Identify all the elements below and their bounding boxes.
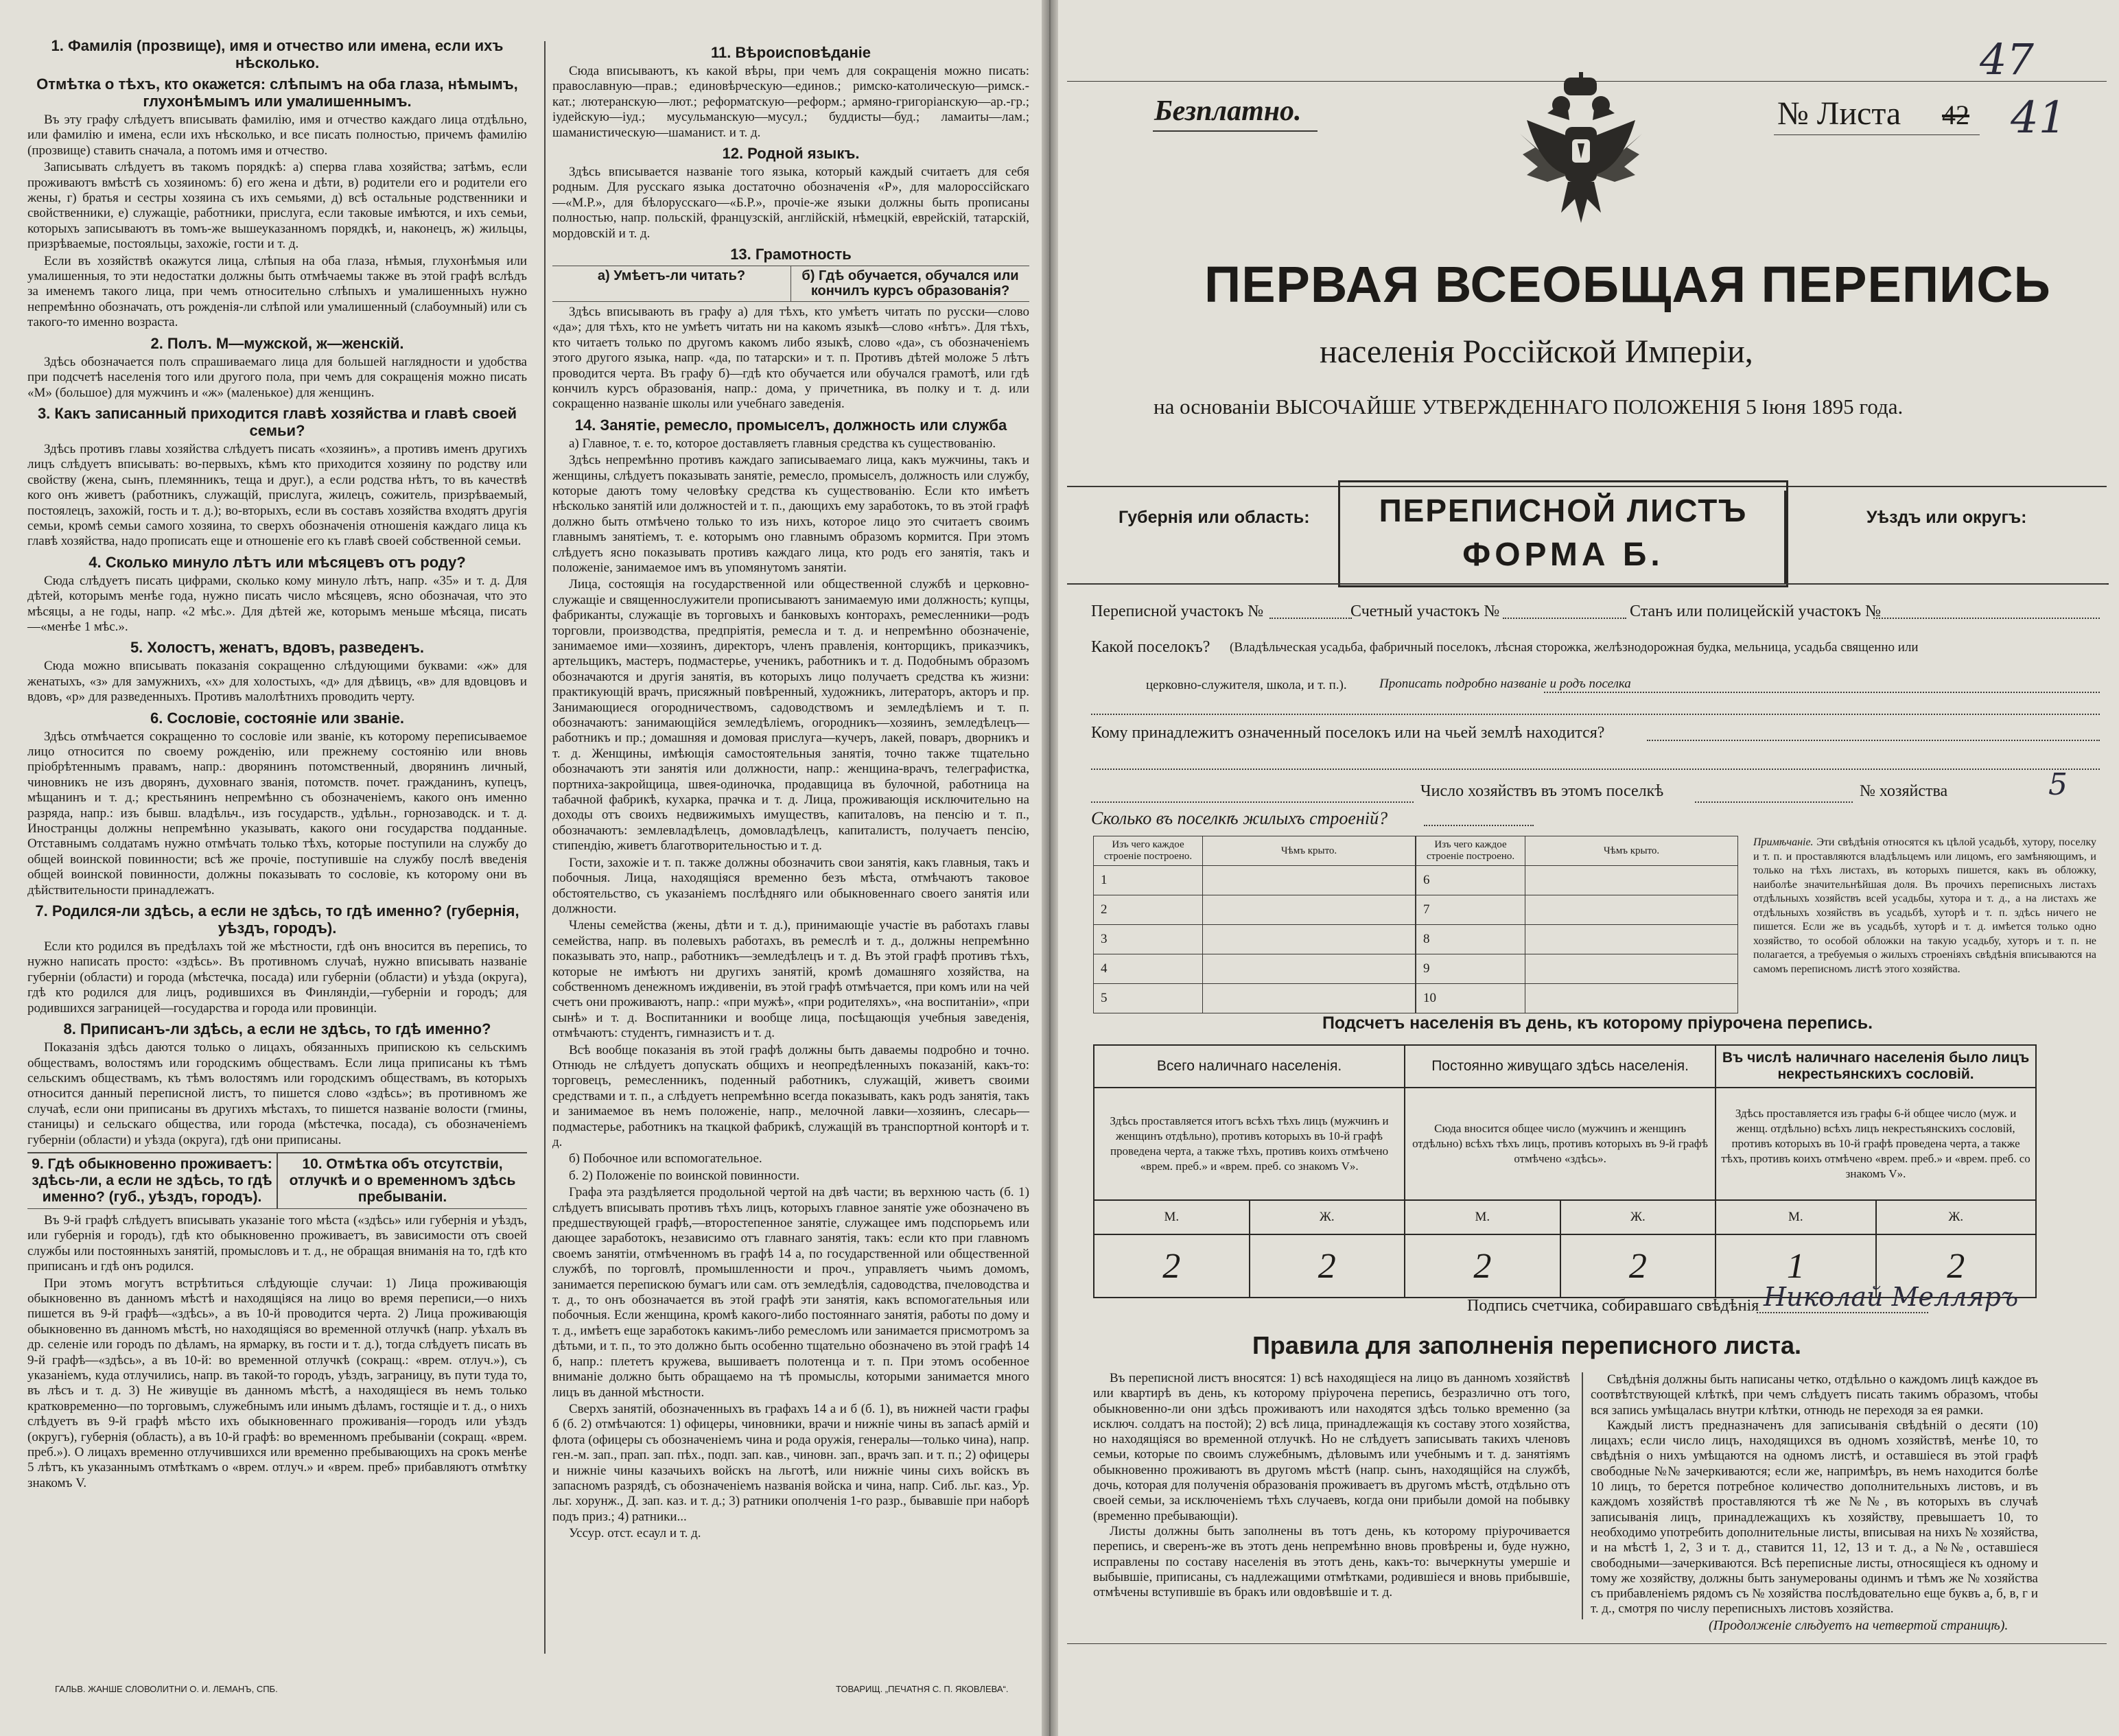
building-number[interactable]: 1 [1094,866,1203,895]
building-number[interactable]: 9 [1416,954,1525,984]
col2-paragraph: а) Главное, т. е. то, которое доставляетъ главныя средства къ существованію. [569,436,996,451]
rules-continued: (Продолженіе слѣдуетъ на четвертой страницѣ). [1709,1618,2009,1633]
owner-field-2[interactable] [1091,769,2100,770]
document-legal-basis: на основаніи ВЫСОЧАЙШЕ УТВЕРЖДЕННАГО ПОЛОЖЕНІЯ 5 Іюня 1895 года. [1154,395,1904,419]
buildings-header-roof: Чѣмъ крыто. [1203,836,1416,866]
rules-column-right [1591,1372,2038,1617]
nonpeasant-female-value[interactable]: 2 [1876,1234,2036,1298]
building-roof-field[interactable] [1203,954,1416,984]
printer-left: ГАЛЬВ. ЖАНШЕ СЛОВОЛИТНИ О. И. ЛЕМАНЪ, СПБ. [55,1684,278,1694]
col1-paragraph: Сюда можно вписывать показанія сокращенно слѣдующими буквами: «ж» для женатыхъ, «з» для замужнихъ, «х» для холостыхъ, «д» для дѣвицъ, «в» для вдовцовъ и вдовъ, «р» для разведенныхъ. Противъ малолѣтнихъ проводить черту. [27,659,527,705]
form-code: ФОРМА Б. [1462,537,1664,573]
gubernia-label: Губернія или область: [1119,508,1310,527]
col2-split-heading-b: б) Гдѣ обучается, обучался или кончилъ курсъ образованія? [801,268,1019,299]
rules-paragraph: Свѣдѣнія должны быть написаны четко, отдѣльно о каждомъ лицѣ каждое въ соотвѣтствующей клѣткѣ, при чемъ слѣдуетъ писать такимъ образомъ, чтобы вся запись умѣщалась внутри клѣтки, отнюдь не переходя за ея рамки. [1591,1372,2038,1418]
tally-desc-nonpeasant: Здѣсь проставляется изъ графы 6-й общее число (муж. и женщ. отдѣльно) всѣхъ лицъ некрестьянскихъ сословій, противъ которыхъ въ 10-й графѣ проведена черта, а также тѣхъ, противъ коихъ отмѣчено «врем. преб.» и «врем. преб. со знакомъ V». [1716,1088,2036,1200]
form-title: ПЕРЕПИСНОЙ ЛИСТЪ [1379,493,1748,528]
col2-paragraph: Гости, захожіе и т. п. также должны обозначить свои занятія, какъ главныя, такъ и побочныя. Лица, находящіяся временно безъ мѣста, отмѣчаютъ таковое обстоятельство, съ указаніемъ послѣдняго или обыкновеннаго своего занятія или должности. [552,855,1029,916]
owner-field[interactable] [1647,740,2100,741]
settlement-field[interactable] [1544,692,2100,693]
female-header: Ж. [1560,1200,1716,1234]
household-no-label: № хозяйства [1860,782,1948,800]
building-row [1416,984,1738,1013]
male-header: М. [1716,1200,1875,1234]
nonpeasant-male-value[interactable]: 1 [1716,1234,1875,1298]
col2-paragraph: Сверхъ занятій, обозначенныхъ въ графахъ 14 а и б (б. 1), въ нижней части графы б (б. 2) отмѣчаются: 1) офицеры, чиновники, врачи и нижніе чины въ запасѣ армій и флота (офицеры съ обозначеніемъ чина и рода оружія, генералы—только чина), напр. ген.-м. зап., прап. зап. пѣх., подп. зап. кав., чиновн. зап., врачъ зап. и т. п.; 2) офицеры и нижніе чины казачьихъ войскъ на льготѣ, или нижніе чины сихъ войскъ въ запасномъ разрядѣ, съ обозначеніемъ названія войска и чина, напр. Сиб. льг. каз., Ур. льг. хорунж., Д. зап. каз. и т. д.; 3) ратники ополченія 1-го разр., бывавшіе при наборѣ подъ приз.; 4) ратники... [552,1401,1029,1524]
building-roof-field[interactable] [1525,866,1738,895]
instructions-column-1 [27,33,527,1492]
tally-header-present: Всего наличнаго населенія. [1094,1045,1405,1088]
building-roof-field[interactable] [1203,925,1416,954]
document-title: ПЕРВАЯ ВСЕОБЩАЯ ПЕРЕПИСЬ [1204,256,2051,313]
col2-split-heading [552,266,1029,302]
uezd-label: Уѣздъ или округъ: [1866,508,2027,527]
households-label: Число хозяйствъ въ этомъ поселкѣ [1420,782,1664,800]
building-row [1094,954,1416,984]
settlement-hint: (Владѣльческая усадьба, фабричный поселокъ, лѣсная сторожка, желѣзнодорожная будка, мельница, усадьба священно или [1230,640,1919,655]
sheet-number-underline [1774,134,1980,135]
rules-column-left [1093,1371,1570,1600]
population-tally-table [1093,1044,2037,1298]
tally-header-resident: Постоянно живущаго здѣсь населенія. [1405,1045,1716,1088]
col1-paragraph: Если кто родился въ предѣлахъ той же мѣстности, гдѣ онъ вносится въ перепись, то нужно написать просто: «здѣсь». Въ противномъ случаѣ, нужно вписывать названіе губерніи (области) и города (мѣстечка, посада) или губерніи (области) и уѣзда (округа), гдѣ кто родился для лицъ, родившихся въ Финляндіи,—губерніи и городъ; для родившихся заграницей—государства и города или провинціи. [27,939,527,1016]
building-roof-field[interactable] [1203,895,1416,925]
note-text: Эти свѣдѣнія относятся къ цѣлой усадьбѣ, хутору, поселку и т. п. и проставляются владѣльцемъ или лицомъ, его замѣняющимъ, и только на тѣхъ листахъ, въ которыхъ пишется, какъ въ обложку, наиболѣе значительнѣйшая доля. Въ прочихъ переписныхъ листахъ отдѣльныхъ хозяйствъ всей усадьбы, хутора и т. д., а на листахъ же отдѣльныхъ хозяйствъ въ усадьбѣ, хуторѣ и т. п. здѣсь ничего не пишется. Если же въ усадьбѣ, хуторѣ и т. д. имѣется только одно хозяйство, то особой обложки на такую усадьбу, хуторъ и т. п. не полагается, а требуемыя о жилыхъ строеніяхъ свѣдѣнія вписываются на самомъ переписномъ листѣ этого хозяйства. [1753,836,2097,975]
building-number[interactable]: 5 [1094,984,1203,1013]
col2-paragraph: б. 2) Положеніе по воинской повинности. [569,1168,800,1183]
count-unit-field[interactable] [1503,618,1626,619]
building-row [1094,984,1416,1013]
col2-paragraph: Всѣ вообще показанія въ этой графѣ должны быть даваемы подробно и точно. Отнюдь не слѣдуетъ допускать общихъ и неопредѣленныхъ показаній, какъ-то: торговецъ, ремесленникъ, поденный работникъ, служащій, живетъ своими средствами и т. п., а слѣдуетъ непремѣнно всегда показывать, какъ родъ занятія, такъ и занимаемое въ немъ положеніе, напр., мелочной лавки—хозяинъ, слесарь—подмастерье, работникъ на ткацкой фабрикѣ, служащій въ транспортной конторѣ и т. д. [552,1042,1029,1149]
building-roof-field[interactable] [1203,984,1416,1013]
uezd-field[interactable] [1784,491,2109,585]
female-header: Ж. [1250,1200,1405,1234]
building-row [1416,954,1738,984]
building-number[interactable]: 10 [1416,984,1525,1013]
col1-paragraph: Записывать слѣдуетъ въ такомъ порядкѣ: а) сперва глава хозяйства; затѣмъ, если проживаютъ вмѣстѣ съ хозяиномъ: б) его жена и дѣти, в) родители его и родители его жены, г) братья и сестры хозяина съ ихъ семьями, д) всѣ остальные родственники и свойственники, е) служащіе, работники, прислуга, если таковые имѣются, и ихъ семьи, которыхъ записываютъ въ томъ-же вышеуказанномъ порядкѣ, и, наконецъ, ж) жильцы, призрѣваемые, постояльцы, захожіе, гости и т. д. [27,160,527,252]
col1-heading: 8. Приписанъ-ли здѣсь, а если не здѣсь, то гдѣ именно? [63,1020,491,1038]
buildings-table-right [1416,836,1738,1013]
col2-split-heading-a: а) Умѣетъ-ли читать? [552,266,791,301]
col1-paragraph: Если въ хозяйствѣ окажутся лица, слѣпыя на оба глаза, нѣмыя, глухонѣмыя или умалишенныя, то эти недостатки должны быть отмѣчаемы также въ этой графѣ вслѣдъ за именемъ такого лица, при чемъ относительно слѣпыхъ и умалишенныхъ нужно непремѣнно обозначать, отъ рожденія-ли слѣпой или умалишенный (слабоумный) или съ такого-то именно возраста. [27,253,527,330]
col2-paragraph: Здѣсь вписывается названіе того языка, который каждый считаетъ для себя родным. Для русскаго языка достаточно обозначенія «Р», для малороссійскаго—«М.Р.», для бѣлорусскаго—«Б.Р.», прочіе-же языки должны быть прописаны полностью, напр. польскій, французскій, англійскій, нѣмецкій, еврейскій, татарскій, мордовскій и т. д. [552,165,1029,241]
police-unit-field[interactable] [1873,618,2100,619]
census-unit-field[interactable] [1269,618,1352,619]
building-row [1416,925,1738,954]
tally-desc-present: Здѣсь проставляется итогъ всѣхъ тѣхъ лицъ (мужчинъ и женщинъ отдѣльно), противъ которыхъ въ 10-й графѣ проведена черта, а также тѣхъ, противъ коихъ отмѣчено «врем. преб.» и «врем. преб. со знакомъ V». [1094,1088,1405,1200]
col1-heading: 3. Какъ записанный приходится главѣ хозяйства и главѣ своей семьи? [37,404,517,439]
male-header: М. [1405,1200,1560,1234]
col2-heading: 13. Грамотность [730,246,852,263]
count-unit-label: Счетный участокъ № [1350,602,1500,620]
book-fold [1042,0,1058,1736]
col2-paragraph: Сюда вписываютъ, къ какой вѣры, при чемъ для сокращенія можно писать: православную—прав.; единовѣрческую—единов.; римско-католическую—римск.-кат.; лютеранскую—лют.; реформатскую—реформ.; армяно-григоріанскую—ар.-гр.; іудейскую—іуд.; мусульманскую—мусул.; буддисты—буд.; ламаиты—лам.; шаманистическую—шаманист. и т. д. [552,64,1029,140]
col1-heading: 7. Родился-ли здѣсь, а если не здѣсь, то гдѣ именно? (губернія, уѣздъ, городъ). [35,902,519,937]
note-title: Примѣчаніе. [1753,836,1814,848]
building-number[interactable]: 6 [1416,866,1525,895]
col1-split-heading-right: 10. Отмѣтка объ отсутствіи, отлучкѣ и о временномъ здѣсь пребываніи. [289,1156,516,1205]
bottom-rule [1067,1643,2107,1644]
col2-heading: 14. Занятіе, ремесло, промыселъ, должность или служба [574,416,1007,434]
col2-paragraph: б) Побочное или вспомогательное. [569,1151,762,1166]
col1-paragraph: Въ 9-й графѣ слѣдуетъ вписывать указаніе того мѣста («здѣсь» или губернія и уѣздъ, или губернія и городъ), гдѣ кто обыкновенно проживаетъ, въ зависимости отъ своей службы или постоянныхъ занятій, промысловъ и т. д., не обращая вниманія на то, гдѣ кто приписанъ и гдѣ онъ родился. [27,1212,527,1274]
building-row [1094,925,1416,954]
corner-handwritten-number: 47 [1980,34,2034,84]
police-unit-label: Станъ или полицейскій участокъ № [1630,602,1882,620]
building-roof-field[interactable] [1525,895,1738,925]
buildings-label: Сколько въ поселкѣ жилыхъ строеній? [1091,808,1388,828]
col1-paragraph: При этомъ могутъ встрѣтиться слѣдующіе случаи: 1) Лица проживающія обыкновенно въ данномъ мѣстѣ и находящіяся на лицо во время переписи,—о нихъ пишется въ 9-й графѣ—«здѣсь», а въ 10-й проводится черта. 2) Лица проживающія обыкновенно въ данномъ мѣстѣ, но находящіяся во временной отлучкѣ (напр. уѣхалъ въ др. селеніе или городъ по дѣламъ, на ярмарку, въ гости и т. д.), тогда слѣдуетъ писать въ 9-й графѣ—«здѣсь», а въ 10-й: во временной отлучкѣ (сокращ.: «врем. отлуч.»), съ указаніемъ, куда отлучились, напр. въ такой-то городъ, уѣздъ, заграницу, въ пути туда то, въ лѣсъ и т. д. 3) Не живущіе въ данномъ мѣстѣ, а находящіеся въ немъ только кратковременно—по торговымъ, служебнымъ или инымъ дѣламъ, гостящіе и т. д., о нихъ слѣдуетъ въ 9-й графѣ мѣсто ихъ обыкновеннаго проживанія—городъ или уѣздъ (округъ), губернія (область), а въ 10-й графѣ: во временномъ пребываніи (сокращ. «врем. преб.»). О лицахъ временно отлучившихся или временно пребывающихъ на срокъ менѣе 5 лѣтъ, къ указаннымъ отмѣткамъ о «врем. отлуч.» и «врем. преб» прибавляютъ отмѣтку знакомъ V. [27,1276,527,1490]
col2-paragraph: Здѣсь вписывають въ графу а) для тѣхъ, кто умѣетъ читать по русски—слово «да»; для тѣхъ, кто не умѣетъ читать ни на какомъ языкѣ—слово «нѣтъ». Для тѣхъ, кто читаетъ только по другомъ какомъ либо языкѣ, слово «да», съ обозначеніемъ этого другого языка, напр. «да, по татарски» и т. п. Противъ дѣтей моложе 5 лѣтъ проводится черта. Въ графу б)—гдѣ кто обучается или обучался грамотѣ, или гдѣ кончилъ курсъ образованія, напр.: дома, у причетника, въ полку и т. д. или сокращенно названіе школы или учебнаго заведенія. [552,304,1029,412]
buildings-note [1753,836,2096,976]
signature-label: Подпись счетчика, собиравшаго свѣдѣнія [1467,1297,1759,1315]
free-stamp-underline [1153,130,1318,132]
building-roof-field[interactable] [1203,866,1416,895]
building-roof-field[interactable] [1525,954,1738,984]
col2-paragraph: Члены семейства (жены, дѣти и т. д.), принимающіе участіе въ работахъ главы семейства, напр. въ полевыхъ работахъ, въ ремеслѣ и т. д., должны непремѣнно показывать это, напр., работникъ—земледѣлецъ и т. д. Въ этой графѣ противъ тѣхъ, которые не имѣютъ ни другихъ занятій, кромѣ домашняго хозяйства, на собственномъ денежномъ иждивеніи, въ этой графѣ отмѣчается, при комъ или на чей счетъ они проживаютъ, напр.: «при мужѣ», «при родителяхъ», «на воспитаніи», «при сынѣ» и т. д. Воспитанники и вообще лица, посѣщающія учебныя заведенія, отмѣчаютъ: студентъ, гимназистъ и т. д. [552,918,1029,1041]
col1-paragraph: Сюда слѣдуетъ писать цифрами, сколько кому минуло лѣтъ, напр. «35» и т. д. Для дѣтей, которымъ менѣе года, нужно писать число мѣсяцевъ, ясно обозначая, что это мѣсяцы, а не годы, напр. «2 мѣс.». Для дѣтей же, которымъ меньше мѣсяца, писать—«менѣе 1 мѣс.». [27,573,527,634]
document-subtitle: населенія Россійской Имперіи, [1320,333,1753,370]
settlement-label: Какой поселокъ? [1091,638,1210,656]
settlement-field-2[interactable] [1091,714,2100,715]
settlement-hint-3: Прописать подробно названіе и родъ поселка [1379,677,1631,691]
building-row [1094,866,1416,895]
households-field[interactable] [1695,801,1853,803]
col2-paragraph: Графа эта раздѣляется продольной чертой на двѣ части; въ верхнюю часть (б. 1) слѣдуетъ вписывать противъ тѣхъ лицъ, которыхъ главное занятіе уже обозначено въ предшествующей графѣ,—второстепенное занятіе, служащее имъ подспорьемъ или дающее заработокъ, независимо отъ главнаго занятія, такъ: если кто при главномъ своемъ занятіи, отмѣченномъ въ графѣ 14 а, по государственной или общественной службѣ, по торговлѣ, промышленности и проч., управляетъ чьимъ домомъ, занимается перепискою бумагъ или сам. отъ земледѣлія, садоводства, пчеловодства и т. д., то онъ обозначается въ этой графѣ эти занятія, какъ вспомогательныя или побочныя. Если женщина, кромѣ какого-либо постояннаго занятія, работы по дому и т. д., имѣетъ еще заработокъ какимъ-либо ремесломъ или занимается присмотромъ за дѣтьми, и т. п., то это должно быть особенно тщательно обозначено въ этой графѣ 14 б, напр.: плететъ кружева, вышиваетъ полотенца и т. п. При этомъ особенное вниманіе должно быть обращаемо на тѣ промыслы, которыми занимается много лицъ въ данной мѣстности. [552,1185,1029,1400]
tally-title: Подсчетъ населенія въ день, къ которому пріурочена перепись. [1322,1013,1873,1033]
tally-header-nonpeasant: Въ числѣ наличнаго населенія было лицъ некрестьянскихъ сословій. [1716,1045,2036,1088]
col1-paragraph: Здѣсь противъ главы хозяйства слѣдуетъ писать «хозяинъ», а противъ именъ другихъ лицъ слѣдуетъ вписывать: во-первыхъ, кѣмъ кто приходится хозяину по родству или свойству (жена, сынъ, племянникъ, теща и друг.), а если родства нѣтъ, то въ качествѣ кого онъ живетъ (работникъ, служащій, прислуга, жилецъ, сожитель, призрѣваемый, постоялецъ, захожій, гость и т. д.); во-вторыхъ, если въ составъ хозяйства входятъ другія семьи, кромѣ семьи самого хозяина, то сверхъ обозначенія отношенія каждаго лица къ главѣ хозяйства, надо прописать еще и отношеніе его къ главѣ своей собственной семьи. [27,441,527,549]
col1-heading: 4. Сколько минуло лѣтъ или мѣсяцевъ отъ роду? [89,553,466,571]
building-roof-field[interactable] [1525,925,1738,954]
col1-heading: 6. Сословіе, состояніе или званіе. [150,709,405,727]
building-number[interactable]: 2 [1094,895,1203,925]
col1-heading: 1. Фамилія (прозвище), имя и отчество или имена, если ихъ нѣсколько. [51,37,504,71]
col1-heading: 2. Полъ. М—мужской, ж—женскій. [150,334,404,352]
col2-paragraph: Здѣсь непремѣнно противъ каждаго записываемаго лица, какъ мужчины, такъ и женщины, слѣдуетъ показывать занятіе, ремесло, промыселъ, должность или службу, которые даютъ тому человѣку средства къ существованію. Если кто имѣетъ нѣсколько занятій или должностей и т. п., дающихъ ему заработокъ, то въ этой графѣ должно быть отмѣчено только то изъ нихъ, которое лицо это считаетъ своимъ главнымъ занятіемъ, т. е. которымъ оно главнымъ образомъ кормится. При этомъ слѣдуетъ ясно показывать противъ каждаго лица, кто родъ его занятія, такъ и положеніе, занимаемое имъ въ упомянутомъ занятіи. [552,453,1029,575]
building-row [1416,895,1738,925]
col1-heading: Отмѣтка о тѣхъ, кто окажется: слѣпымъ на оба глаза, нѣмымъ, глухонѣмымъ или умалишеннымъ. [36,75,518,110]
col1-heading: 5. Холостъ, женатъ, вдовъ, разведенъ. [130,639,425,657]
building-number[interactable]: 3 [1094,925,1203,954]
building-number[interactable]: 7 [1416,895,1525,925]
rules-paragraph: Листы должны быть заполнены въ тотъ день, къ которому пріурочивается перепись, и сверенъ-же въ этотъ день непремѣнно вновь провѣрены и, буде нужно, исправлены по составу населенія въ этотъ день, какъ-то: вычеркнуты умершіе и выбывшіе, приписаны, съ надлежащими отмѣтками, родившіеся и вновь прибывшіе, отмѣчены вступившіе въ бракъ или овдовѣвшіе и т. д. [1093,1523,1570,1600]
rules-divider [1582,1372,1583,1619]
form-title-box [1338,480,1788,587]
sheet-number-struck: 42 [1942,99,1969,130]
sheet-number-label: № Листа [1777,95,1901,132]
households-lead [1091,801,1414,803]
settlement-hint-2: церковно-служителя, школа, и т. п.). [1146,678,1347,692]
signature-field[interactable] [1757,1312,1928,1313]
rules-paragraph: Каждый листъ предназначенъ для записыванія свѣдѣній о десяти (10) лицахъ; если число лицъ, находящихся въ одномъ хозяйствѣ, менѣе 10, то свѣдѣнія о нихъ умѣщаются на одномъ листѣ, и оставшіеся въ этой графѣ свободные №№ зачеркиваются; если же, напримѣръ, въ немъ находится болѣе 10 лицъ, то берется потребное количество дополнительныхъ листовъ, и въ каждомъ хозяйствѣ проставляются тѣ же №№, въ которыхъ въ случаѣ записыванія лицъ, принадлежащихъ къ хозяйству, превышаетъ 10, то необходимо употребить дополнительные листы, вписывая на нихъ № хозяйства, и на мѣстѣ 1, 2, 3 и т. д., ставится 11, 12, 13 и т. д., а №№, оставшіеся свободными—зачеркиваются. Всѣ переписные листы, относящіеся къ одному и тому же хозяйству, должны быть занумерованы одинмъ и тѣмъ же № хозяйства съ прибавленіемъ рядомъ съ № хозяйства послѣдовательно еще буквъ а, б, в, г и т. д., смотря по числу переписныхъ листовъ хозяйства. [1591,1418,2038,1617]
resident-female-value[interactable]: 2 [1560,1234,1716,1298]
female-header: Ж. [1876,1200,2036,1234]
signature-handwritten: Николай Мелляръ [1764,1282,2019,1312]
header-bottom-rule [1067,583,2107,585]
building-roof-field[interactable] [1525,984,1738,1013]
imperial-eagle-emblem [1520,72,1642,226]
free-stamp: Безплатно. [1154,95,1302,127]
building-number[interactable]: 8 [1416,925,1525,954]
col2-heading: 11. Вѣроисповѣданіе [710,44,871,61]
col2-paragraph: Лица, состоящія на государственной или общественной службѣ и церковно-служащіе и священнослужители прописываютъ занимаемую ими должность; купцы, фабриканты, служащіе въ торговыхъ и банковыхъ конторахъ, ремесленники—родъ торговли, производства, предпріятія, ремесла и т. д. и непремѣнно обозначеніе, занимаемое ими—хозяинъ, директоръ, членъ правленія, конторщикъ, приказчикъ, артельщикъ, мастеръ, подмастерье, ученикъ, работникъ и т. д. Подобнымъ образомъ обозначаются и другія занятія, въ которыхъ лицо получаетъ средства къ жизни: практикующій врачъ, присяжный повѣренный, художникъ, литераторъ, акторъ и пр. Занимающиеся огородничествомъ, садоводствомъ и земледѣліемъ и т. п. обозначаютъ: занимающійся земледѣліемъ, огородникъ—хозяинъ, земледѣлецъ—работникъ и пр.; домашняя и домовая прислуга—кучеръ, лакей, поваръ, дворникъ и т. д. Женщины, имѣющія самостоятельныя занятія, точно также тщательно обозначаютъ эти занятія или должности, напр.: женщина-врачъ, телеграфистка, портниха-закройщица, швея-одиночка, продавщица въ булочной, работница на табачной фабрикѣ, кухарка, прачка и т. д. Лица, проживающія исключительно на доходы отъ своихъ недвижимыхъ имуществъ, капиталовъ, на пенсію и т. п., обозначаютъ: землевладѣлецъ, домовладѣлецъ, капиталистъ, получаетъ пенсію, стипендію, живетъ благотворительностью и т. д. [552,577,1029,854]
buildings-table-left [1093,836,1416,1013]
male-header: М. [1094,1200,1250,1234]
buildings-header-material: Изъ чего каждое строеніе построено. [1094,836,1203,866]
column-divider [544,41,546,1654]
instructions-column-2 [552,40,1029,1543]
owner-label: Кому принадлежитъ означенный поселокъ или на чьей землѣ находится? [1091,724,1605,742]
present-female-value[interactable]: 2 [1250,1234,1405,1298]
resident-male-value[interactable]: 2 [1405,1234,1560,1298]
col2-tail: Уссур. отст. есаул и т. д. [569,1526,701,1541]
buildings-header-roof: Чѣмъ крыто. [1525,836,1738,866]
present-male-value[interactable]: 2 [1094,1234,1250,1298]
col1-paragraph: Здѣсь обозначается полъ спрашиваемаго лица для большей наглядности и удобства при подсчетѣ населенія того или другого пола, при чемъ для сокращенія можно писать «М» (большое) для мужчинъ и «ж» (маленькое) для женщинъ. [27,354,527,400]
buildings-field[interactable] [1424,825,1534,826]
printer-right: ТОВАРИЩ. „ПЕЧАТНЯ С. П. ЯКОВЛЕВА“. [836,1684,1009,1694]
col1-paragraph: Показанія здѣсь даются только о лицахъ, обязанныхъ припискою къ сельскимъ обществамъ, волостямъ или городскимъ обществамъ. Если лица приписаны къ тѣмъ сельскимъ обществамъ, къ тѣмъ волостямъ или городскимъ обществамъ, въ которыхъ относится данный переписной листъ, то пишется слово «здѣсь»; въ противномъ же случаѣ, если они приписаны въ другихъ мѣстахъ, то пишется названіе волости (гмины, станицы) и сельскаго общества, или города (мѣстечка, посада), съ обозначеніемъ губерніи (области) и уѣзда (округа), гдѣ они приписаны. [27,1040,527,1147]
sheet-number-handwritten: 41 [2011,93,2067,143]
tally-desc-resident: Сюда вносится общее число (мужчинъ и женщинъ отдѣльно) всѣхъ тѣхъ лицъ, противъ которыхъ въ 9-й графѣ отмѣчено «здѣсь». [1405,1088,1716,1200]
col1-paragraph: Здѣсь отмѣчается сокращенно то сословіе или званіе, къ которому переписываемое лицо относится по своему рожденію, или прежнему состоянію или вновь пріобрѣтеннымъ правамъ, напр.: дворянинъ потомственный, дворянинъ личный, чиновникъ не изъ дворянъ, духовнаго званія, потомств. почет. гражданинъ, купецъ, мѣщанинъ и т. д.; крестьянинъ непремѣнно съ обозначеніемъ, какого онъ именно разряда, напр.: изъ бывш. владѣльч., изъ государств., удѣльн., горнозаводск. и т. д. Иностранцы должны непремѣнно указывать, какого они государства подданные. Отставнымъ солдатамъ нужно отмѣчать только тѣхъ, которые поступили на службу до общей воинской повинности; всѣ же прочіе, поступившіе на службу послѣ введенія общей воинской повинности, должны показывать то сословіе, къ которому они въ дѣйствительности принадлежатъ. [27,729,527,898]
buildings-header-material: Изъ чего каждое строеніе построено. [1416,836,1525,866]
rules-paragraph: Въ переписной листъ вносятся: 1) всѣ находящіеся на лицо въ данномъ хозяйствѣ или квартирѣ въ день, къ которому пріурочена перепись, безразлично отъ того, обыкновенно-ли они здѣсь проживаютъ или находятся здѣсь только временно (за исключ. солдатъ на постой); 2) всѣ лица, принадлежащія къ составу этого хозяйства, но находящіяся во временной отлучкѣ. Но не слѣдуетъ записывать такихъ членовъ семьи, которые по своимъ служебнымъ, дѣловымъ или учебнымъ и т. д. занятіямъ обыкновенно проживаютъ въ другомъ мѣстѣ (напр. сынъ, находящійся на службѣ, дочь, которая для полученія образованія проживаетъ въ другомъ мѣстѣ, отдѣльно отъ своей семьи, за исключеніемъ тѣхъ случаевъ, когда они прибыли домой на побывку (временно пребывающіи). [1093,1371,1570,1523]
building-number[interactable]: 4 [1094,954,1203,984]
rules-title: Правила для заполненія переписного листа. [1252,1331,1802,1359]
household-no-handwritten: 5 [2048,767,2068,802]
col1-split-heading-left: 9. Гдѣ обыкновенно проживаетъ: здѣсь-ли, а если не здѣсь, то гдѣ именно? (губ., уѣздъ, городъ). [27,1153,278,1208]
col1-paragraph: Въ эту графу слѣдуетъ вписывать фамилію, имя и отчество каждаго лица отдѣльно, или фамилію и имена, если ихъ нѣсколько, и все писать полностью, причемъ фамилію (прозвище) ставить сначала, а потомъ имя и отчество. [27,113,527,158]
col2-heading: 12. Родной языкъ. [722,145,860,163]
building-row [1094,895,1416,925]
census-unit-label: Переписной участокъ № [1091,602,1264,620]
col1-split-heading [27,1152,527,1209]
building-row [1416,866,1738,895]
